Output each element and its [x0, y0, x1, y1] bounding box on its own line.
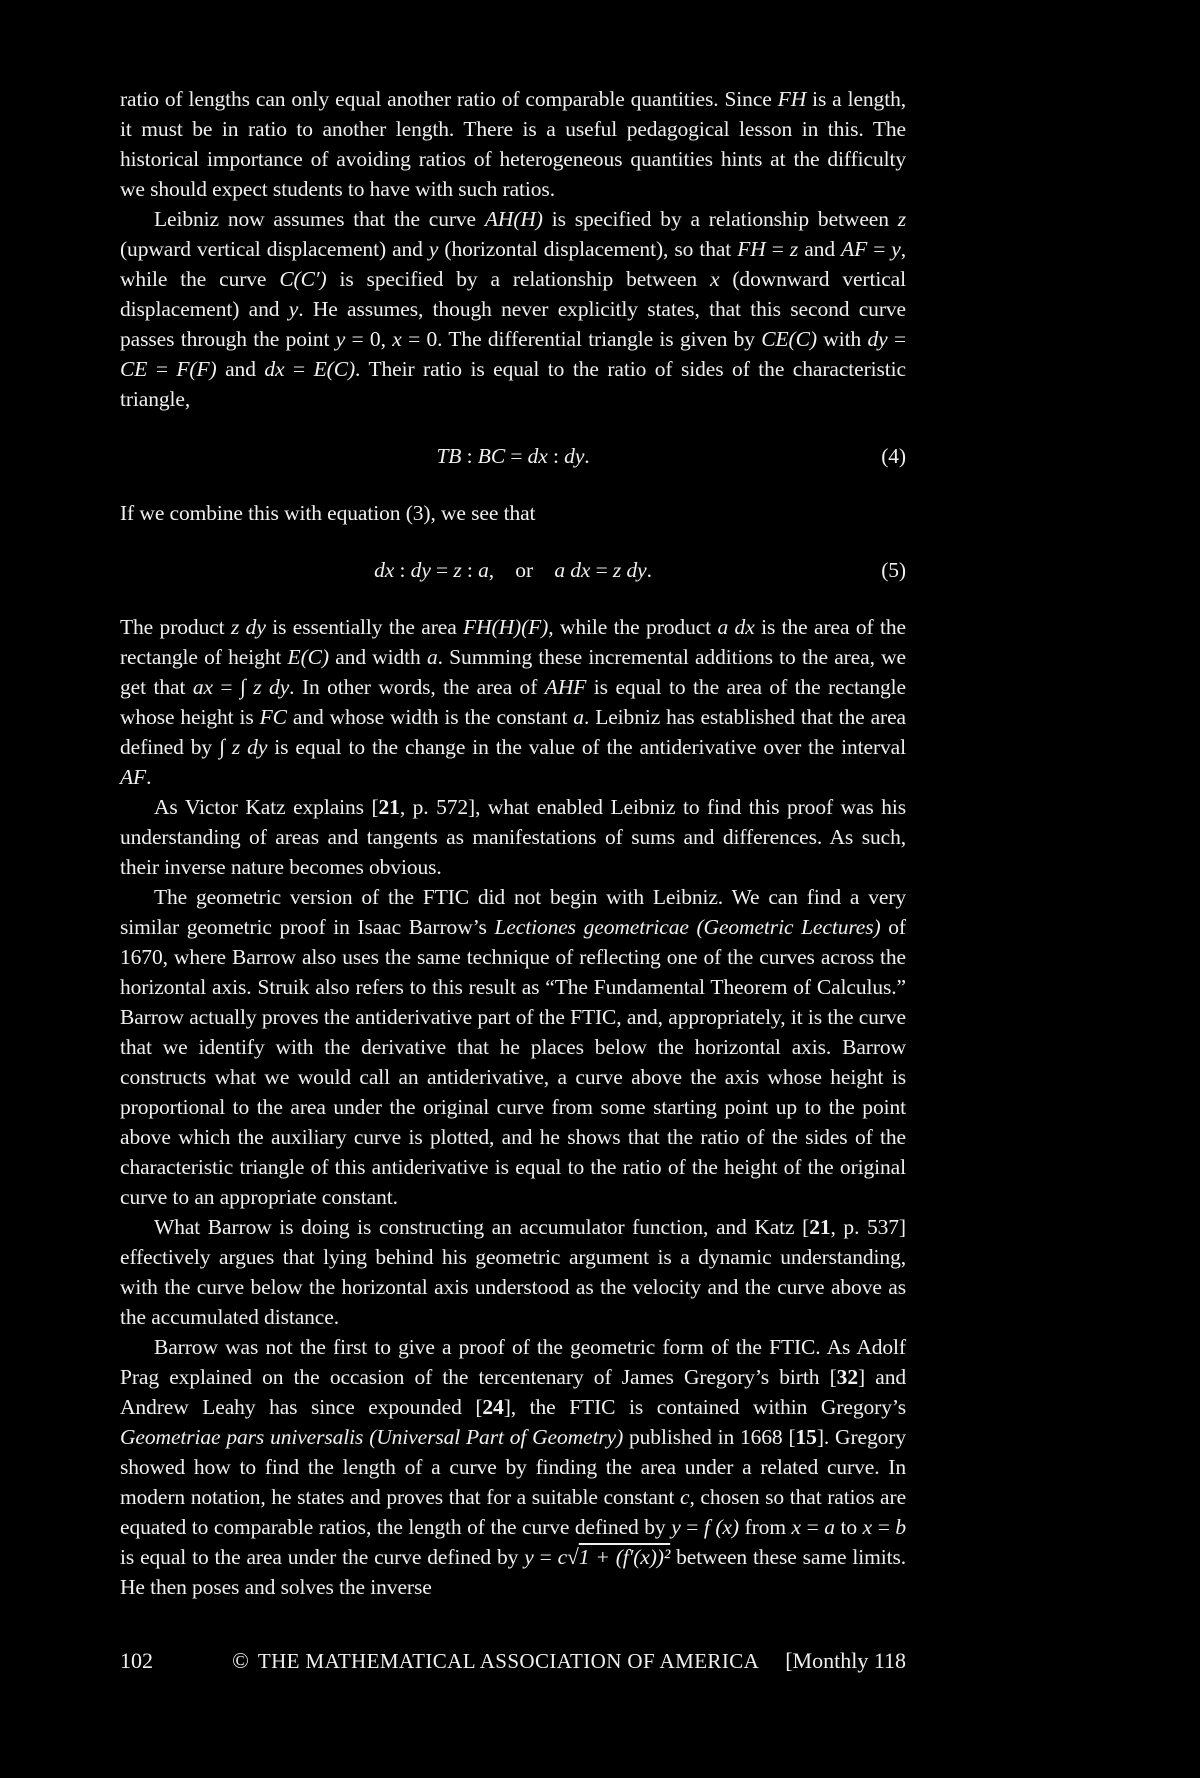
text-run: = ∫	[212, 675, 254, 699]
paragraph	[120, 204, 906, 414]
text-run: y	[891, 237, 901, 261]
text-run: =	[430, 558, 454, 582]
text-run: =	[505, 444, 528, 468]
text-run: (horizontal displacement), so that	[438, 237, 738, 261]
paragraph	[120, 882, 906, 1212]
text-run: . Leibniz has established that the area defined by ∫	[120, 705, 906, 759]
paragraph	[120, 498, 906, 528]
text-run: BC	[477, 444, 506, 468]
text-run: =	[801, 1515, 825, 1539]
text-run: from	[738, 1515, 792, 1539]
text-run: E(C)	[287, 645, 329, 669]
text-run: with	[816, 327, 868, 351]
text-run: 32	[836, 1365, 858, 1389]
text-run: and width	[328, 645, 427, 669]
text-run: (upward vertical displacement) and	[120, 237, 429, 261]
text-run: .	[646, 558, 652, 582]
text-run: . Their ratio is equal to the ratio of sides of the characteristic triangle,	[120, 357, 906, 411]
text-run: (downward vertical displacement) and	[120, 267, 906, 321]
text-run: z	[789, 237, 799, 261]
text-run: √	[567, 1545, 579, 1569]
text-run: .	[146, 765, 152, 789]
text-run: is the area of the rectangle of height	[120, 615, 906, 669]
text-run: published in 1668 [	[623, 1425, 796, 1449]
text-run: y	[288, 297, 299, 321]
text-run: ]. Gregory showed how to find the length of a curve by finding the area under a related curve. In modern notation, he states and proves that for a suitable constant	[120, 1425, 906, 1509]
equation-number: (4)	[881, 444, 906, 468]
text-run: a	[478, 558, 489, 582]
text-run: , or	[488, 558, 555, 582]
text-run: Barrow was not the first to give a proof of the geometric form of the FTIC. As Adolf Prag explained on the occasion of the tercentenary of James Gregory’s birth [	[120, 1335, 906, 1389]
text-run: ax	[192, 675, 213, 699]
text-run: =	[680, 1515, 704, 1539]
text-run: AF	[120, 765, 147, 789]
text-run: =	[867, 237, 892, 261]
text-run: The product	[120, 615, 231, 639]
text-run: a dx	[554, 558, 591, 582]
footer-right-group	[232, 1648, 906, 1674]
text-run: F(F)	[176, 357, 217, 381]
text-run: a	[824, 1515, 835, 1539]
equation-body	[374, 558, 652, 582]
text-run: Geometriae pars universalis (Universal Part of Geometry)	[120, 1425, 624, 1449]
text-run: dx	[527, 444, 548, 468]
text-run: :	[547, 444, 565, 468]
text-run: FH(H)(F)	[463, 615, 549, 639]
text-run: 21	[809, 1215, 831, 1239]
text-run: =	[284, 357, 314, 381]
text-run: z	[897, 207, 906, 231]
text-run: ] and Andrew Leahy has since expounded [	[120, 1365, 907, 1419]
text-run: y	[335, 327, 346, 351]
text-run: , chosen so that ratios are equated to comparable ratios, the length of the curve defined by	[120, 1485, 907, 1539]
text-run: a dx	[717, 615, 755, 639]
paragraph	[120, 84, 906, 204]
text-run: What Barrow is doing is constructing an accumulator function, and Katz [	[154, 1215, 810, 1239]
text-run: b	[895, 1515, 907, 1539]
text-run: The geometric version of the FTIC did not begin with Leibniz. We can find a very similar geometric proof in Isaac Barrow’s	[120, 885, 906, 939]
text-run: a	[573, 705, 584, 729]
text-run: is essentially the area	[265, 615, 464, 639]
text-run: :	[461, 444, 478, 468]
text-run: FC	[259, 705, 287, 729]
paragraph	[120, 1212, 906, 1332]
text-run: 24	[482, 1395, 504, 1419]
text-run: =	[887, 327, 906, 351]
text-run: . Summing these incremental additions to the area, we get that	[120, 645, 907, 699]
copyright-line	[232, 1648, 759, 1674]
text-run: 1 + (f′(x))²	[578, 1545, 671, 1569]
text-run: and	[798, 237, 842, 261]
association-name: THE MATHEMATICAL ASSOCIATION OF AMERICA	[257, 1649, 760, 1673]
text-run: 15	[795, 1425, 817, 1449]
text-run: = 0. The differential triangle is given by	[401, 327, 762, 351]
text-run: dy	[867, 327, 888, 351]
text-run: AHF	[544, 675, 587, 699]
text-run: and whose width is the constant	[286, 705, 574, 729]
text-run: , p. 537] effectively argues that lying behind his geometric argument is a dynamic understanding, with the curve below the horizontal axis understood as the velocity and the curve above as the accumulated distance.	[120, 1215, 906, 1329]
text-run: between these same limits. He then poses and solves the inverse	[120, 1545, 907, 1599]
text-run: =	[590, 558, 613, 582]
article-body	[120, 84, 906, 1602]
text-run: z dy	[231, 735, 268, 759]
text-run: f (x)	[703, 1515, 739, 1539]
text-run: , p. 572], what enabled Leibniz to find this proof was his understanding of areas and tangents as manifestations of sums and differences. As such, their inverse nature becomes obvious.	[120, 795, 906, 879]
text-run: =	[765, 237, 790, 261]
text-run: is equal to the area under the curve defined by	[120, 1545, 525, 1569]
text-run: . In other words, the area of	[289, 675, 545, 699]
text-run: dy	[564, 444, 585, 468]
issue-label: [Monthly 118	[785, 1648, 906, 1673]
display-equation	[120, 555, 906, 585]
text-run: is specified by a relationship between	[542, 207, 898, 231]
text-run: FH	[737, 237, 766, 261]
text-run: 21	[378, 795, 400, 819]
text-run: AF	[841, 237, 868, 261]
text-run: x	[791, 1515, 801, 1539]
text-run: and	[216, 357, 265, 381]
text-run: . He assumes, though never explicitly states, that this second curve passes through the point	[120, 297, 906, 351]
paragraph	[120, 612, 906, 792]
text-run: As Victor Katz explains [	[154, 795, 379, 819]
text-run: c	[680, 1485, 690, 1509]
copyright-icon: ©	[232, 1648, 249, 1673]
text-run: is equal to the area of the rectangle whose height is	[120, 675, 906, 729]
text-run: c	[557, 1545, 568, 1569]
text-run: E(C)	[313, 357, 356, 381]
text-run: C(C′)	[279, 267, 327, 291]
text-run: AH(H)	[484, 207, 543, 231]
text-run: = 0,	[345, 327, 393, 351]
text-run: Lectiones geometricae (Geometric Lectures)	[494, 915, 881, 939]
page-number: 102	[120, 1648, 153, 1673]
text-run: dx	[264, 357, 285, 381]
equation-body	[436, 444, 589, 468]
text-run: x	[392, 327, 402, 351]
text-run: TB	[436, 444, 462, 468]
text-run: z	[453, 558, 462, 582]
text-run: y	[671, 1515, 681, 1539]
text-run: :	[461, 558, 479, 582]
text-run: y	[428, 237, 439, 261]
text-run: CE(C)	[761, 327, 817, 351]
text-run: z dy	[253, 675, 290, 699]
text-run: is specified by a relationship between	[326, 267, 710, 291]
text-run: of 1670, where Barrow also uses the same technique of reflecting one of the curves across the horizontal axis. Struik also refers to this result as “The Fundamental Theorem of Calculus.” Barrow actually proves the antiderivative part of the FTIC, and, appropriately, it is the curve that we identify with the derivative that he places below the horizontal axis. Barrow constructs what we would call an antiderivative, a curve above the axis whose height is proportional to the area under the original curve from some starting point up to the point above which the auxiliary curve is plotted, and he shows that the ratio of the sides of the characteristic triangle of this antiderivative is equal to the ratio of the height of the original curve to an appropriate constant.	[120, 915, 906, 1209]
text-run: x	[862, 1515, 873, 1539]
text-run: dx	[374, 558, 395, 582]
text-run: a	[426, 645, 438, 669]
display-equation	[120, 441, 906, 471]
text-run: =	[872, 1515, 896, 1539]
paragraph	[120, 1332, 906, 1602]
text-run: :	[394, 558, 411, 582]
text-run: z dy	[230, 615, 266, 639]
text-run: to	[834, 1515, 863, 1539]
equation-number: (5)	[881, 558, 906, 582]
text-run: ratio of lengths can only equal another ratio of comparable quantities. Since	[120, 87, 778, 111]
text-run: , while the curve	[120, 237, 907, 291]
text-run: FH	[777, 87, 807, 111]
text-run: x	[709, 267, 720, 291]
text-run: dy	[410, 558, 431, 582]
text-run: =	[533, 1545, 558, 1569]
text-run: .	[584, 444, 590, 468]
text-run: Leibniz now assumes that the curve	[154, 207, 485, 231]
page-footer	[120, 1648, 906, 1674]
text-run: ], the FTIC is contained within Gregory’s	[503, 1395, 907, 1419]
text-run: , while the product	[548, 615, 718, 639]
text-run: is equal to the change in the value of the antiderivative over the interval	[267, 735, 906, 759]
text-run: is a length, it must be in ratio to another length. There is a useful pedagogical lesson in this. The historical importance of avoiding ratios of heterogeneous quantities hints at the difficulty we should expect students to have with such ratios.	[120, 87, 906, 201]
text-run: y	[524, 1545, 534, 1569]
text-run: z dy	[612, 558, 647, 582]
text-run: If we combine this with equation (3), we see that	[120, 501, 536, 525]
text-run: =	[147, 357, 177, 381]
paragraph	[120, 792, 906, 882]
text-run: CE	[120, 357, 148, 381]
